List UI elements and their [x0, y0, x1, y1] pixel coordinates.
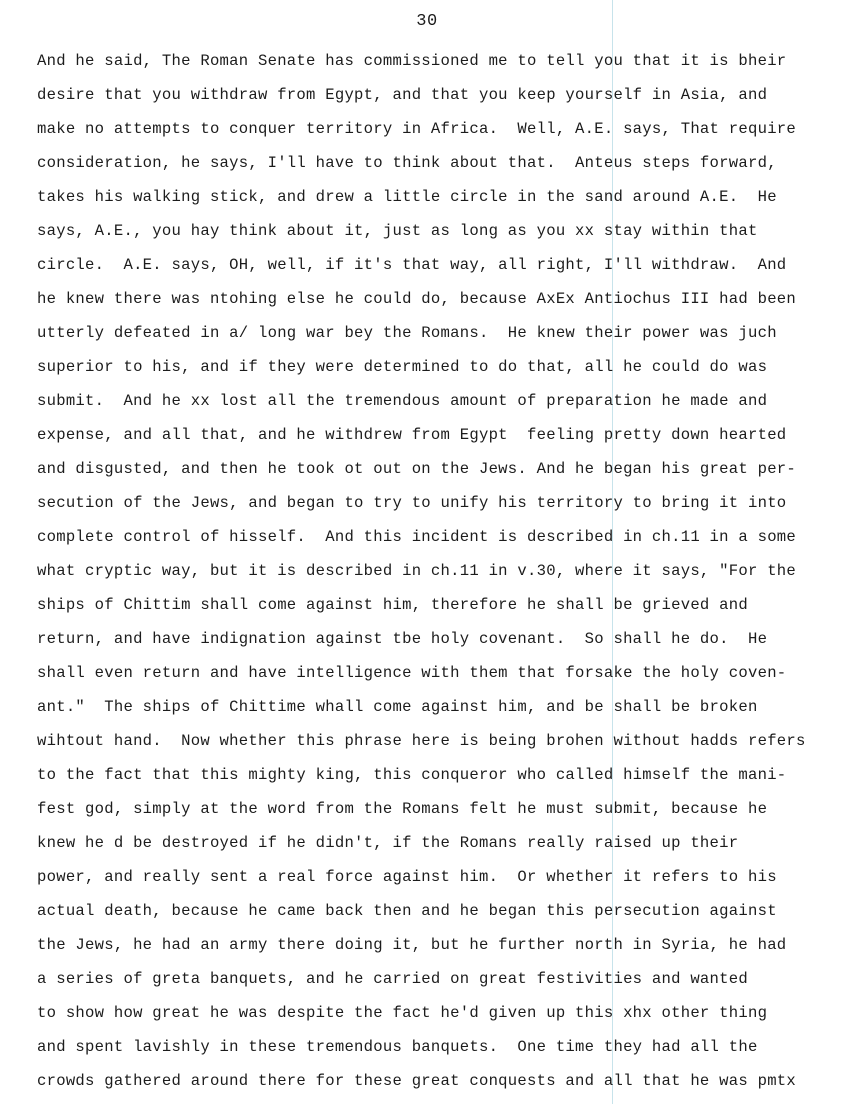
- text-line: knew he d be destroyed if he didn't, if the Romans really raised up their: [37, 834, 739, 852]
- text-line: wihtout hand. Now whether this phrase here is being brohen without hadds refers: [37, 732, 806, 750]
- text-line: to the fact that this mighty king, this conqueror who called himself the mani-: [37, 766, 787, 784]
- text-line: submit. And he xx lost all the tremendous amount of preparation he made and: [37, 392, 768, 410]
- text-line: desire that you withdraw from Egypt, and that you keep yourself in Asia, and: [37, 86, 768, 104]
- text-line: make no attempts to conquer territory in Africa. Well, A.E. says, That require: [37, 120, 797, 138]
- text-line: says, A.E., you hay think about it, just as long as you xx stay within that: [37, 222, 758, 240]
- text-line: complete control of hisself. And this incident is described in ch.11 in a some: [37, 528, 797, 546]
- text-line: actual death, because he came back then and he began this persecution against: [37, 902, 777, 920]
- text-line: return, and have indignation against tbe holy covenant. So shall he do. He: [37, 630, 768, 648]
- body-text: [0, 44, 854, 1098]
- text-line: And he said, The Roman Senate has commissioned me to tell you that it is bheir: [37, 52, 787, 70]
- text-line: expense, and all that, and he withdrew from Egypt feeling pretty down hearted: [37, 426, 787, 444]
- text-line: utterly defeated in a/ long war bey the Romans. He knew their power was juch: [37, 324, 777, 342]
- text-line: what cryptic way, but it is described in ch.11 in v.30, where it says, "For the: [37, 562, 797, 580]
- text-line: superior to his, and if they were determined to do that, all he could do was: [37, 358, 768, 376]
- text-line: a series of greta banquets, and he carried on great festivities and wanted: [37, 970, 748, 988]
- text-line: secution of the Jews, and began to try to unify his territory to bring it into: [37, 494, 787, 512]
- page-number: 30: [416, 12, 438, 31]
- text-line: he knew there was ntohing else he could do, because AxEx Antiochus III had been: [37, 290, 797, 308]
- text-line: fest god, simply at the word from the Romans felt he must submit, because he: [37, 800, 768, 818]
- text-line: consideration, he says, I'll have to think about that. Anteus steps forward,: [37, 154, 777, 172]
- text-line: to show how great he was despite the fact he'd given up this xhx other thing: [37, 1004, 768, 1022]
- text-line: the Jews, he had an army there doing it, but he further north in Syria, he had: [37, 936, 787, 954]
- text-line: circle. A.E. says, OH, well, if it's that way, all right, I'll withdraw. And: [37, 256, 787, 274]
- text-line: takes his walking stick, and drew a little circle in the sand around A.E. He: [37, 188, 777, 206]
- text-line: ships of Chittim shall come against him, therefore he shall be grieved and: [37, 596, 748, 614]
- text-line: and disgusted, and then he took ot out on the Jews. And he began his great per-: [37, 460, 797, 478]
- text-line: ant." The ships of Chittime whall come against him, and be shall be broken: [37, 698, 758, 716]
- text-line: and spent lavishly in these tremendous banquets. One time they had all the: [37, 1038, 758, 1056]
- text-line: shall even return and have intelligence with them that forsake the holy coven-: [37, 664, 787, 682]
- text-line: power, and really sent a real force against him. Or whether it refers to his: [37, 868, 777, 886]
- text-line: crowds gathered around there for these great conquests and all that he was pmtx: [37, 1072, 797, 1090]
